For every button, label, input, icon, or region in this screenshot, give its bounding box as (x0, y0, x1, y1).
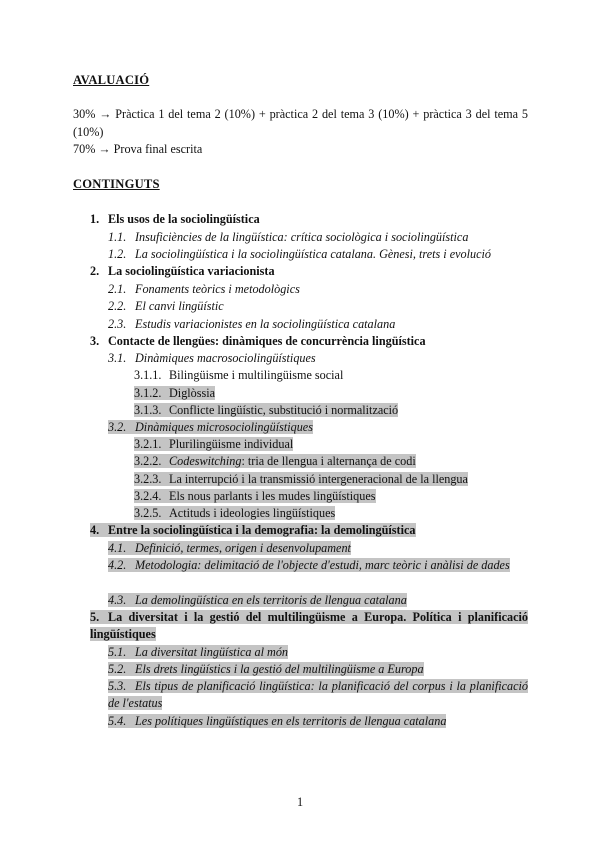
item-number: 3.1.3. (134, 403, 162, 417)
section-number: 3. (90, 334, 100, 348)
item-4-1 (108, 540, 351, 556)
item-3-2-4 (134, 488, 376, 504)
evaluation-line-1: 30% → Pràctica 1 del tema 2 (10%) + pràctica 2 del tema 3 (10%) + pràctica 3 del tema 5 (10%) (73, 107, 528, 139)
section-3-title (90, 333, 426, 349)
item-number: 2.3. (108, 317, 127, 331)
section-title-text: Contacte de llengües: dinàmiques de concurrència lingüística (108, 334, 426, 348)
item-text: Bilingüisme i multilingüisme social (169, 368, 344, 382)
item-text: Els drets lingüístics i la gestió del multilingüisme a Europa (135, 662, 424, 676)
item-text: Insuficiències de la lingüística: crítica sociològica i sociolingüística (135, 230, 469, 244)
item-text: : tria de llengua i alternança de codi (241, 454, 416, 468)
item-text: Conflicte lingüístic, substitució i normalització (169, 403, 399, 417)
item-3-2-1 (134, 436, 293, 452)
item-2-3 (108, 316, 395, 332)
item-number: 1.2. (108, 247, 127, 261)
item-number: 4.3. (108, 593, 127, 607)
item-number: 3.2.1. (134, 437, 162, 451)
item-number: 3.1.2. (134, 386, 162, 400)
item-text: La diversitat lingüística al món (135, 645, 289, 659)
item-1-1 (108, 229, 468, 245)
item-3-2-3 (134, 471, 468, 487)
item-text: Dinàmiques microsociolingüístiques (135, 420, 313, 434)
section-number: 1. (90, 212, 100, 226)
page-number: 1 (296, 795, 304, 809)
item-5-4 (108, 713, 446, 729)
item-text: Dinàmiques macrosociolingüístiques (135, 351, 316, 365)
item-text: Els nous parlants i les mudes lingüístiques (169, 489, 376, 503)
item-3-2-5 (134, 505, 335, 521)
section-number: 2. (90, 264, 100, 278)
item-3-2 (108, 419, 313, 435)
item-number: 2.1. (108, 282, 127, 296)
item-number: 4.1. (108, 541, 127, 555)
item-text: La interrupció i la transmissió intergeneracional de la llengua (169, 472, 468, 486)
section-1-title (90, 211, 260, 227)
item-number: 4.2. (108, 558, 127, 572)
item-4-3 (108, 592, 407, 608)
item-text: La demolingüística en els territoris de llengua catalana (135, 593, 407, 607)
item-text: La sociolingüística i la sociolingüística catalana. Gènesi, trets i evolució (135, 247, 491, 261)
item-number: 5.4. (108, 714, 127, 728)
section-title-text: Entre la sociolingüística i la demografia: la demolingüística (108, 523, 416, 537)
item-4-2 (108, 557, 528, 574)
item-text: Definició, termes, origen i desenvolupament (135, 541, 351, 555)
item-5-3 (108, 678, 528, 712)
section-number: 4. (90, 523, 100, 537)
item-number: 3.2.5. (134, 506, 162, 520)
section-title-text: La sociolingüística variacionista (108, 264, 275, 278)
section-number: 5. (90, 610, 100, 624)
item-number: 3.1.1. (134, 368, 162, 382)
evaluation-heading: AVALUACIÓ (73, 73, 150, 87)
evaluation-line-2: 70% → Prova final escrita (73, 142, 203, 156)
item-text: Actituds i ideologies lingüístiques (169, 506, 336, 520)
item-number: 3.2.2. (134, 454, 162, 468)
item-number: 3.2. (108, 420, 127, 434)
item-3-1-3 (134, 402, 398, 418)
section-5-title (90, 609, 528, 643)
item-1-2 (108, 246, 491, 262)
item-text: Estudis variacionistes en la sociolingüística catalana (135, 317, 396, 331)
item-3-2-2 (134, 453, 416, 469)
item-number: 3.2.4. (134, 489, 162, 503)
item-text: Les polítiques lingüístiques en els territoris de llengua catalana (135, 714, 447, 728)
item-text: Diglòssia (169, 386, 216, 400)
item-italic-term: Codeswitching (169, 454, 242, 468)
contents-heading: CONTINGUTS (73, 177, 160, 191)
item-number: 2.2. (108, 299, 127, 313)
item-3-1-2 (134, 385, 215, 401)
item-number: 5.2. (108, 662, 127, 676)
section-4-title (90, 522, 416, 538)
item-number: 5.1. (108, 645, 127, 659)
item-3-1 (108, 350, 316, 366)
item-5-1 (108, 644, 288, 660)
item-text: Fonaments teòrics i metodològics (135, 282, 300, 296)
item-number: 5.3. (108, 679, 127, 693)
item-2-1 (108, 281, 300, 297)
item-number: 3.2.3. (134, 472, 162, 486)
item-number: 3.1. (108, 351, 127, 365)
section-2-title (90, 263, 275, 279)
item-text: Metodologia: delimitació de l'objecte d'estudi, marc teòric i anàlisi de dades (135, 558, 510, 572)
item-5-2 (108, 661, 424, 677)
item-text: El canvi lingüístic (135, 299, 224, 313)
item-text: Plurilingüisme individual (169, 437, 294, 451)
section-title-text: La diversitat i la gestió del multilingüisme a Europa. Política i planificació lingüístiques (90, 610, 528, 641)
item-2-2 (108, 298, 224, 314)
item-3-1-1 (134, 367, 343, 383)
item-text: Els tipus de planificació lingüística: la planificació del corpus i la planificació de l'estatus (108, 679, 528, 710)
section-title-text: Els usos de la sociolingüística (108, 212, 260, 226)
item-number: 1.1. (108, 230, 127, 244)
